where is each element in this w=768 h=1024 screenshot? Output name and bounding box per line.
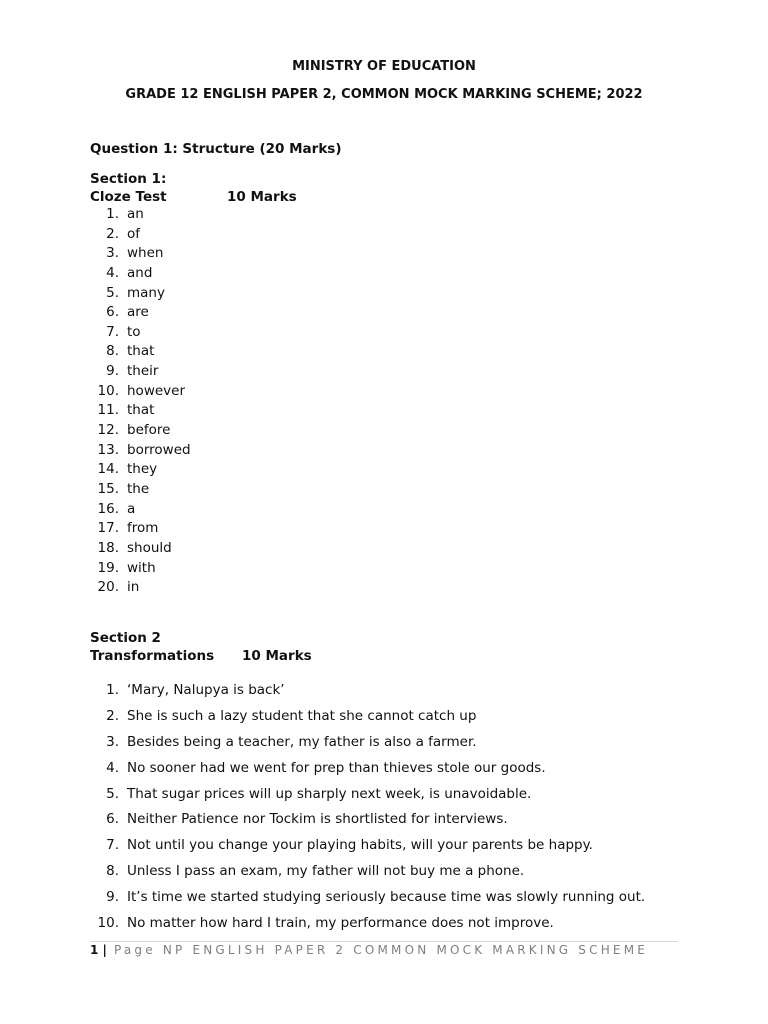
answer-text: That sugar prices will up sharply next week, is unavoidable. [127,785,532,802]
answer-text: many [127,284,165,301]
transformation-answer-item [90,732,645,758]
answer-text: before [127,422,171,439]
item-number: 3. [106,245,119,262]
item-number: 11. [97,402,119,419]
answer-text: that [127,343,155,360]
answer-text: however [127,382,186,399]
answer-text: Not until you change your playing habits, will your parents be happy. [127,837,593,854]
cloze-answer-item [90,362,191,382]
question-title: Question 1: Structure (20 Marks) [90,141,342,157]
answer-text: the [127,480,150,497]
cloze-answer-item [90,342,191,362]
answer-text: No matter how hard I train, my performance does not improve. [127,915,554,932]
transformation-answer-item [90,835,645,861]
cloze-answer-item [90,480,191,500]
transformation-answer-item [90,706,645,732]
cloze-answer-item [90,225,191,245]
answer-text: are [127,304,149,321]
item-number: 10. [97,915,119,932]
item-number: 2. [106,707,119,724]
item-number: 17. [97,520,119,537]
item-number: 18. [97,539,119,556]
transformation-answer-item [90,784,645,810]
ministry-heading: MINISTRY OF EDUCATION [292,59,476,74]
answer-text: Unless I pass an exam, my father will not buy me a phone. [127,863,525,880]
item-number: 4. [106,759,119,776]
item-number: 8. [106,343,119,360]
item-number: 9. [106,363,119,380]
answer-text: should [127,539,172,556]
cloze-answer-item [90,441,191,461]
section1-marks: 10 Marks [227,189,297,205]
item-number: 10. [97,382,119,399]
item-number: 7. [106,837,119,854]
cloze-answer-item [90,559,191,579]
item-number: 14. [97,461,119,478]
footer-divider [90,941,678,942]
section2-subheading: Transformations [90,648,215,664]
item-number: 16. [97,500,119,517]
item-number: 2. [106,225,119,242]
cloze-answer-item [90,284,191,304]
item-number: 6. [106,811,119,828]
cloze-answer-list [90,205,191,598]
transformation-answer-item [90,680,645,706]
section2-heading: Section 2 [90,630,161,646]
item-number: 12. [97,422,119,439]
cloze-answer-item [90,303,191,323]
answer-text: No sooner had we went for prep than thieves stole our goods. [127,759,546,776]
answer-text: from [127,520,159,537]
cloze-answer-item [90,578,191,598]
answer-text: Neither Patience nor Tockim is shortlisted for interviews. [127,811,508,828]
item-number: 13. [97,441,119,458]
answer-text: their [127,363,159,380]
cloze-answer-item [90,460,191,480]
item-number: 3. [106,733,119,750]
item-number: 4. [106,264,119,281]
cloze-answer-item [90,205,191,225]
answer-text: with [127,559,156,576]
item-number: 5. [106,284,119,301]
transformation-answer-item [90,809,645,835]
answer-text: that [127,402,155,419]
answer-text: to [127,323,141,340]
cloze-answer-item [90,323,191,343]
section1-heading: Section 1: [90,171,167,187]
page-number: 1 [90,943,99,957]
item-number: 19. [97,559,119,576]
transformation-answer-item [90,913,645,939]
page-footer [90,943,648,957]
document-title: GRADE 12 ENGLISH PAPER 2, COMMON MOCK MARKING SCHEME; 2022 [125,87,643,102]
item-number: 6. [106,304,119,321]
answer-text: and [127,264,153,281]
item-number: 20. [97,579,119,596]
transformation-answer-item [90,887,645,913]
cloze-answer-item [90,519,191,539]
item-number: 5. [106,785,119,802]
cloze-answer-item [90,539,191,559]
cloze-answer-item [90,244,191,264]
answer-text: ‘Mary, Nalupya is back’ [127,682,285,698]
answer-text: a [127,500,136,517]
item-number: 9. [106,889,119,906]
cloze-answer-item [90,401,191,421]
item-number: 7. [106,323,119,340]
answer-text: of [127,225,141,242]
cloze-answer-item [90,264,191,284]
transformation-answer-item [90,861,645,887]
section2-marks: 10 Marks [242,648,312,664]
answer-text: Besides being a teacher, my father is also a farmer. [127,733,477,750]
answer-text: when [127,245,164,262]
answer-text: It’s time we started studying seriously because time was slowly running out. [127,889,646,906]
footer-separator: | [102,943,107,957]
section1-subheading: Cloze Test [90,189,167,205]
cloze-answer-item [90,500,191,520]
answer-text: She is such a lazy student that she cannot catch up [127,707,477,724]
cloze-answer-item [90,382,191,402]
item-number: 1. [106,206,119,222]
cloze-answer-item [90,421,191,441]
answer-text: in [127,579,140,596]
answer-text: they [127,461,158,478]
answer-text: borrowed [127,441,191,458]
transformation-answer-item [90,758,645,784]
item-number: 1. [106,682,119,698]
answer-text: an [127,206,144,222]
item-number: 8. [106,863,119,880]
transformation-answer-list [90,680,645,939]
footer-text: Page NP ENGLISH PAPER 2 COMMON MOCK MARKING SCHEME [113,943,649,957]
item-number: 15. [97,480,119,497]
